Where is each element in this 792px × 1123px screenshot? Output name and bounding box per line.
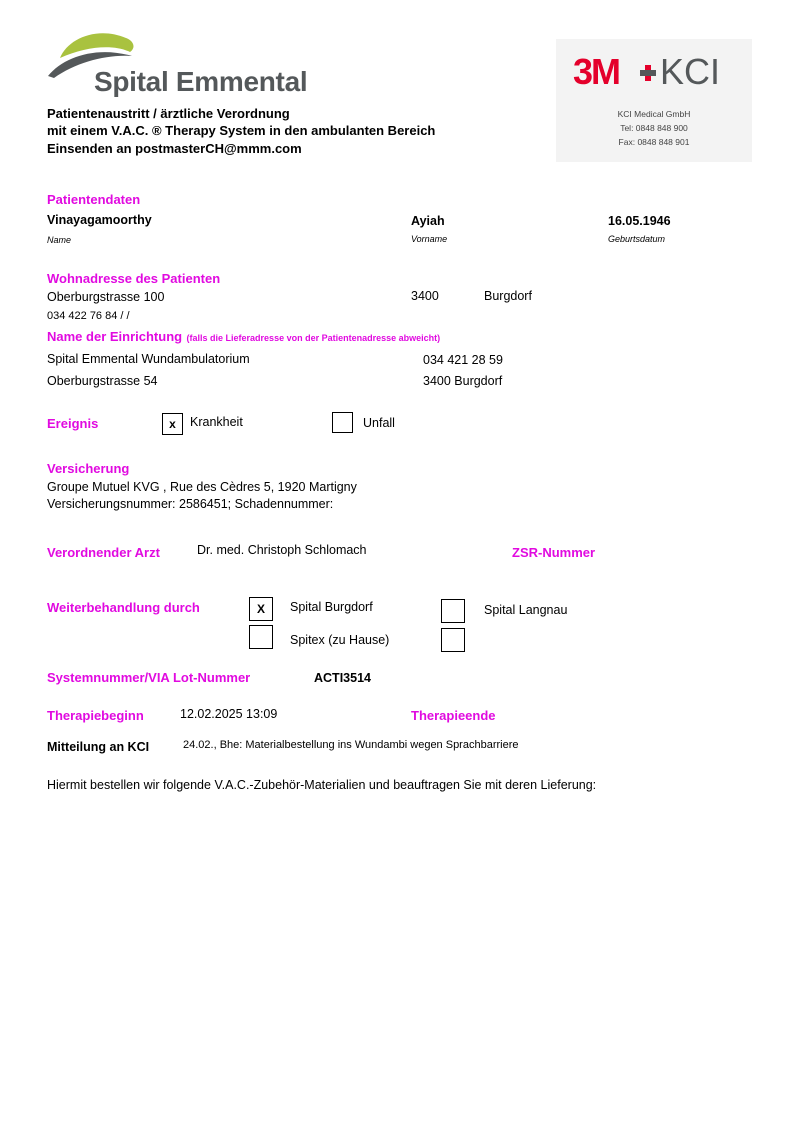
message-value: 24.02., Bhe: Materialbestellung ins Wundambi wegen Sprachbarriere bbox=[183, 739, 519, 751]
therapy-start-label: Therapiebeginn bbox=[47, 708, 144, 723]
caption-name: Name bbox=[47, 235, 72, 245]
patient-first-name: Ayiah bbox=[411, 214, 445, 228]
plus-icon bbox=[640, 65, 656, 81]
patient-last-name: Vinayagamoorthy bbox=[47, 213, 152, 227]
checkbox-spital-langnau[interactable] bbox=[441, 599, 465, 623]
address-street: Oberburgstrasse 100 bbox=[47, 290, 165, 304]
partner-logo-card bbox=[556, 39, 752, 162]
label-accident: Unfall bbox=[363, 416, 395, 430]
facility-street: Oberburgstrasse 54 bbox=[47, 374, 158, 388]
brand-3m: 3M bbox=[573, 51, 620, 92]
event-section-label: Ereignis bbox=[47, 416, 99, 431]
company-name: KCI Medical GmbH bbox=[617, 109, 691, 119]
insurance-section-label: Versicherung bbox=[47, 461, 130, 476]
message-label: Mitteilung an KCI bbox=[47, 740, 150, 754]
checkbox-extra[interactable] bbox=[441, 628, 465, 652]
label-illness: Krankheit bbox=[190, 415, 243, 429]
facility-name: Spital Emmental Wundambulatorium bbox=[47, 352, 250, 366]
patient-phone: 034 422 76 84 / / bbox=[47, 310, 130, 322]
hospital-logo bbox=[46, 28, 321, 103]
facility-zip-city: 3400 Burgdorf bbox=[423, 374, 503, 388]
address-section-label: Wohnadresse des Patienten bbox=[47, 271, 221, 286]
zsr-label: ZSR-Nummer bbox=[512, 545, 596, 560]
therapy-start-value: 12.02.2025 13:09 bbox=[180, 707, 278, 721]
company-tel: Tel: 0848 848 900 bbox=[620, 123, 688, 133]
address-city: Burgdorf bbox=[484, 289, 532, 303]
label-spitex: Spitex (zu Hause) bbox=[290, 633, 390, 647]
label-spital-langnau: Spital Langnau bbox=[484, 603, 568, 617]
followup-section-label: Weiterbehandlung durch bbox=[47, 600, 200, 615]
doctor-name: Dr. med. Christoph Schlomach bbox=[197, 543, 367, 557]
caption-birth-date: Geburtsdatum bbox=[608, 234, 666, 244]
label-spital-burgdorf: Spital Burgdorf bbox=[290, 600, 373, 614]
order-statement: Hiermit bestellen wir folgende V.A.C.-Zubehör-Materialien und beauftragen Sie mit deren Lieferung: bbox=[47, 778, 597, 792]
checkbox-spitex[interactable] bbox=[249, 625, 273, 649]
insurance-line-1: Groupe Mutuel KVG , Rue des Cèdres 5, 1920 Martigny bbox=[47, 480, 357, 494]
address-zip: 3400 bbox=[411, 289, 439, 303]
facility-note: (falls die Lieferadresse von der Patientenadresse abweicht) bbox=[186, 333, 441, 343]
form-title-line-1: Patientenaustritt / ärztliche Verordnung bbox=[47, 106, 290, 121]
patient-birth-date: 16.05.1946 bbox=[608, 214, 671, 228]
checkbox-accident[interactable] bbox=[332, 412, 353, 433]
insurance-line-2: Versicherungsnummer: 2586451; Schadennummer: bbox=[47, 497, 334, 511]
form-title-line-2: mit einem V.A.C. ® Therapy System in den ambulanten Bereich bbox=[47, 123, 436, 138]
checkbox-spital-burgdorf[interactable]: X bbox=[249, 597, 273, 621]
hospital-name: Spital Emmental bbox=[94, 66, 308, 97]
brand-kci: KCI bbox=[660, 51, 721, 92]
caption-first-name: Vorname bbox=[411, 234, 448, 244]
doctor-section-label: Verordnender Arzt bbox=[47, 545, 160, 560]
checkbox-illness[interactable]: x bbox=[162, 413, 183, 435]
system-number-value: ACTI3514 bbox=[314, 671, 371, 685]
company-fax: Fax: 0848 848 901 bbox=[618, 137, 690, 147]
form-title-line-3: Einsenden an postmasterCH@mmm.com bbox=[47, 141, 302, 156]
facility-label: Name der Einrichtung bbox=[47, 329, 183, 344]
system-number-label: Systemnummer/VIA Lot-Nummer bbox=[47, 670, 251, 685]
facility-phone: 034 421 28 59 bbox=[423, 353, 503, 367]
patient-section-label: Patientendaten bbox=[47, 192, 141, 207]
facility-section-label bbox=[47, 328, 440, 346]
therapy-end-label: Therapieende bbox=[411, 708, 496, 723]
